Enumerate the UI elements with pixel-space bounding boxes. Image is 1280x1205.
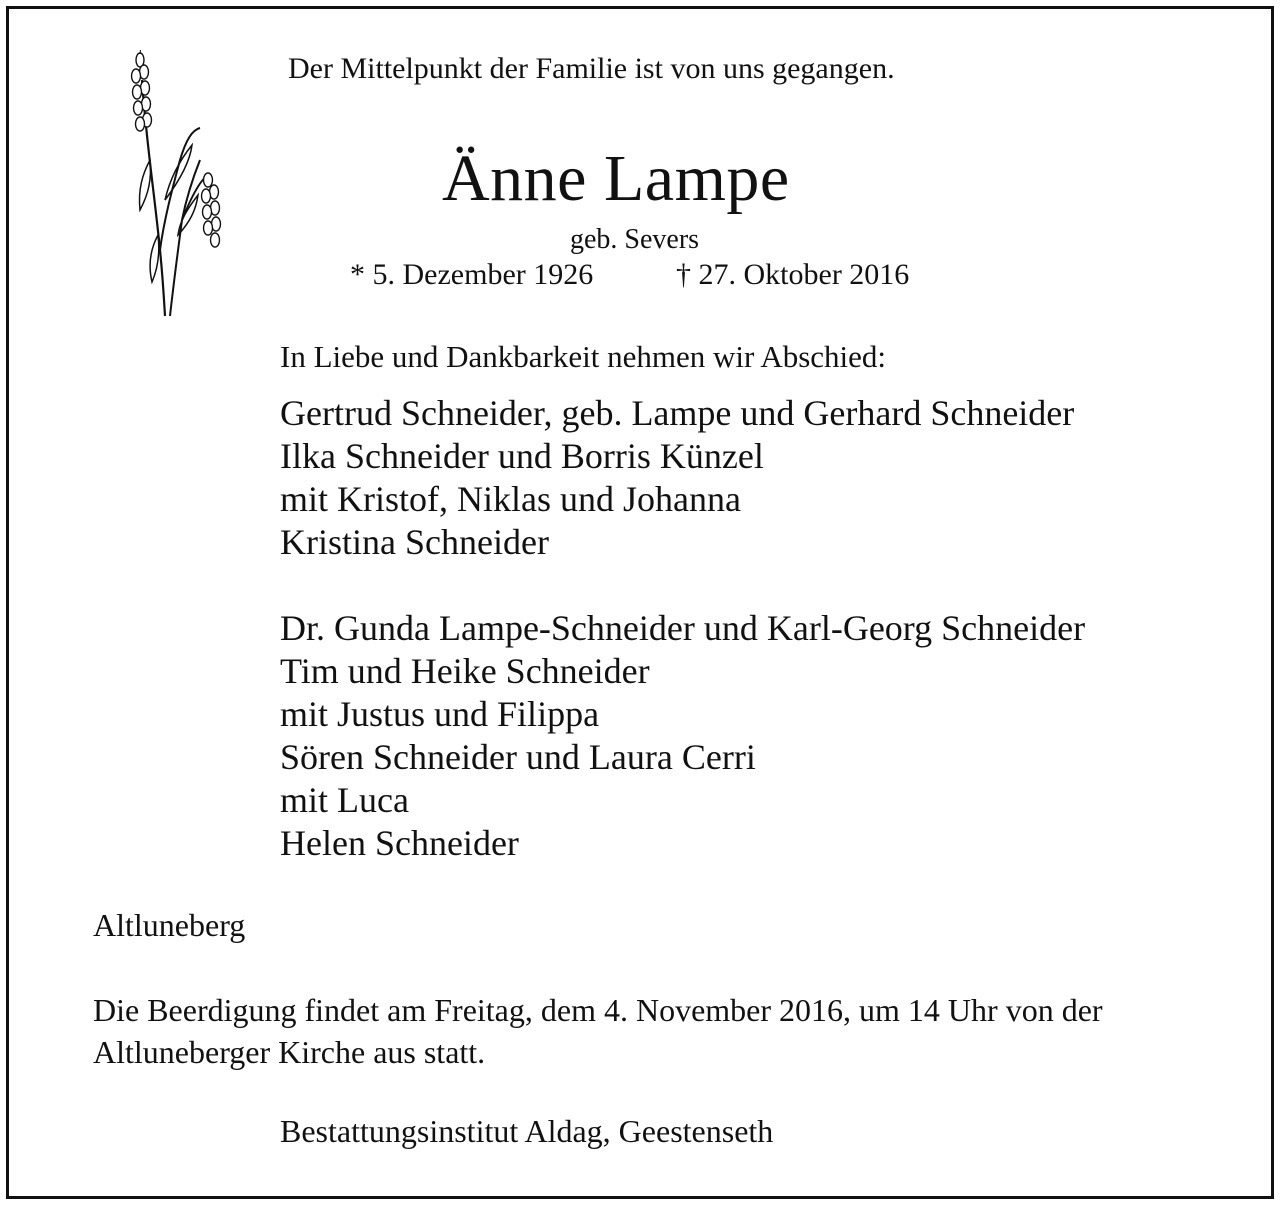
mourner-spacer (280, 564, 1085, 607)
mourner-line: Tim und Heike Schneider (280, 651, 650, 691)
mourner-line: Sören Schneider und Laura Cerri (280, 737, 756, 777)
mourner-line: mit Luca (280, 780, 409, 820)
mourner-line: Kristina Schneider (280, 522, 549, 562)
undertaker-line: Bestattungsinstitut Aldag, Geestenseth (280, 1113, 774, 1149)
funeral-info (93, 989, 1213, 1073)
mourner-line: mit Justus und Filippa (280, 694, 600, 734)
mourner-line: Dr. Gunda Lampe-Schneider und Karl-Georg Schneider (280, 608, 1086, 648)
birth-date: * 5. Dezember 1926 (350, 258, 594, 291)
funeral-line: Altluneberger Kirche aus statt. (93, 1034, 486, 1070)
maiden-name: geb. Severs (570, 224, 700, 255)
mourner-line: Helen Schneider (280, 823, 519, 863)
place-name: Altluneberg (93, 907, 246, 943)
death-date: † 27. Oktober 2016 (676, 258, 910, 291)
deceased-name: Änne Lampe (442, 142, 790, 215)
farewell-line: In Liebe und Dankbarkeit nehmen wir Abschied: (280, 339, 887, 374)
mourner-line: Gertrud Schneider, geb. Lampe und Gerhard Schneider (280, 393, 1075, 433)
mourner-line: mit Kristof, Niklas und Johanna (280, 479, 741, 519)
wheat-icon (120, 50, 230, 318)
funeral-line: Die Beerdigung findet am Freitag, dem 4. November 2016, um 14 Uhr von der (93, 992, 1103, 1028)
mourner-line: Ilka Schneider und Borris Künzel (280, 436, 764, 476)
mourners-list (280, 392, 1085, 865)
intro-line: Der Mittelpunkt der Familie ist von uns gegangen. (288, 52, 895, 85)
